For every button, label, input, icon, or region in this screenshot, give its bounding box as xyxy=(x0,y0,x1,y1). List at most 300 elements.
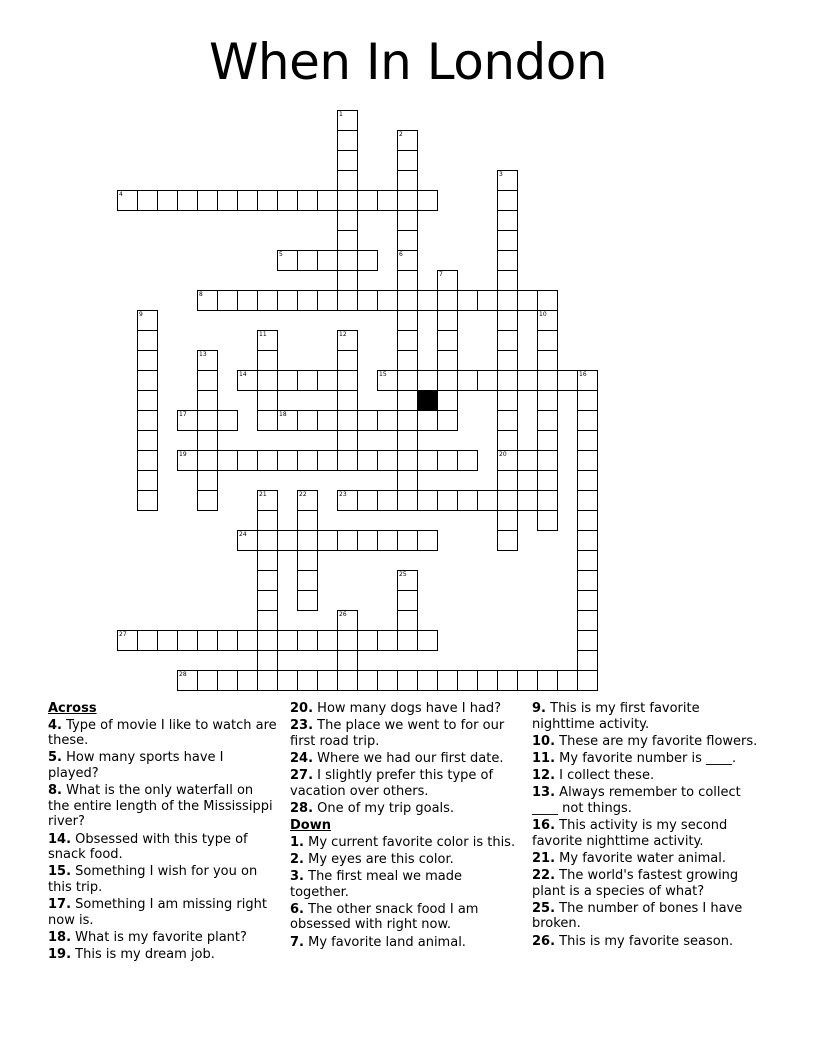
grid-cell[interactable] xyxy=(397,530,418,551)
grid-cell[interactable] xyxy=(537,430,558,451)
grid-cell[interactable] xyxy=(377,490,398,511)
grid-cell[interactable] xyxy=(357,450,378,471)
grid-cell[interactable] xyxy=(257,190,278,211)
grid-cell[interactable] xyxy=(337,170,358,191)
grid-cell[interactable] xyxy=(197,390,218,411)
grid-cell[interactable] xyxy=(357,190,378,211)
grid-cell[interactable] xyxy=(477,670,498,691)
grid-cell[interactable] xyxy=(277,250,298,271)
clue-text: My favorite number is ____. xyxy=(559,750,737,766)
grid-cell[interactable] xyxy=(437,330,458,351)
grid-cell[interactable] xyxy=(117,630,138,651)
clue-text: This activity is my second favorite nighttime activity. xyxy=(532,818,728,849)
grid-cell[interactable] xyxy=(577,630,598,651)
grid-cell[interactable] xyxy=(437,490,458,511)
grid-cell[interactable] xyxy=(317,250,338,271)
grid-cell[interactable] xyxy=(177,410,198,431)
clue-number: 27 xyxy=(119,631,127,638)
grid-cell[interactable] xyxy=(317,670,338,691)
grid-cell[interactable] xyxy=(297,450,318,471)
grid-cell[interactable] xyxy=(197,290,218,311)
clue-number-label: 24. xyxy=(290,750,314,766)
grid-cell[interactable] xyxy=(237,530,258,551)
grid-cell[interactable] xyxy=(577,470,598,491)
clue-item xyxy=(532,868,762,899)
grid-cell[interactable] xyxy=(377,670,398,691)
grid-block xyxy=(417,390,438,411)
grid-cell[interactable] xyxy=(417,410,438,431)
grid-cell[interactable] xyxy=(297,550,318,571)
grid-cell[interactable] xyxy=(237,370,258,391)
grid-cell[interactable] xyxy=(337,130,358,151)
grid-cell[interactable] xyxy=(357,530,378,551)
grid-cell[interactable] xyxy=(357,410,378,431)
clue-text: Always remember to collect ____ not things. xyxy=(532,785,741,816)
grid-cell[interactable] xyxy=(237,450,258,471)
grid-cell[interactable] xyxy=(257,390,278,411)
grid-cell[interactable] xyxy=(437,450,458,471)
grid-cell[interactable] xyxy=(477,290,498,311)
grid-cell[interactable] xyxy=(297,190,318,211)
grid-cell[interactable] xyxy=(237,630,258,651)
grid-cell[interactable] xyxy=(297,590,318,611)
grid-cell[interactable] xyxy=(217,450,238,471)
grid-cell[interactable] xyxy=(197,190,218,211)
clue-number: 4 xyxy=(119,191,123,198)
grid-cell[interactable] xyxy=(537,450,558,471)
grid-cell[interactable] xyxy=(177,450,198,471)
grid-cell[interactable] xyxy=(577,570,598,591)
grid-cell[interactable] xyxy=(337,230,358,251)
grid-cell[interactable] xyxy=(257,550,278,571)
grid-cell[interactable] xyxy=(497,370,518,391)
grid-cell[interactable] xyxy=(337,370,358,391)
grid-cell[interactable] xyxy=(357,490,378,511)
grid-cell[interactable] xyxy=(397,470,418,491)
clue-text: Something I am missing right now is. xyxy=(48,897,267,928)
clue-number: 24 xyxy=(239,531,247,538)
grid-cell[interactable] xyxy=(137,470,158,491)
grid-cell[interactable] xyxy=(397,350,418,371)
grid-cell[interactable] xyxy=(257,330,278,351)
grid-cell[interactable] xyxy=(337,250,358,271)
grid-cell[interactable] xyxy=(317,630,338,651)
grid-cell[interactable] xyxy=(257,650,278,671)
grid-cell[interactable] xyxy=(217,410,238,431)
grid-cell[interactable] xyxy=(437,310,458,331)
grid-cell[interactable] xyxy=(257,350,278,371)
clue-text: One of my trip goals. xyxy=(317,800,455,816)
grid-cell[interactable] xyxy=(337,610,358,631)
clue-number: 14 xyxy=(239,371,247,378)
grid-cell[interactable] xyxy=(437,270,458,291)
grid-cell[interactable] xyxy=(417,630,438,651)
grid-cell[interactable] xyxy=(397,370,418,391)
grid-cell[interactable] xyxy=(517,490,538,511)
grid-cell[interactable] xyxy=(497,450,518,471)
clue-item xyxy=(532,901,762,932)
grid-cell[interactable] xyxy=(197,630,218,651)
clue-number: 13 xyxy=(199,351,207,358)
clue-number-label: 27. xyxy=(290,768,314,784)
grid-cell[interactable] xyxy=(397,170,418,191)
grid-cell[interactable] xyxy=(257,450,278,471)
grid-cell[interactable] xyxy=(577,430,598,451)
grid-cell[interactable] xyxy=(537,410,558,431)
grid-cell[interactable] xyxy=(417,290,438,311)
grid-cell[interactable] xyxy=(337,150,358,171)
clue-item xyxy=(290,869,522,900)
grid-cell[interactable] xyxy=(257,670,278,691)
grid-cell[interactable] xyxy=(357,630,378,651)
grid-cell[interactable] xyxy=(417,530,438,551)
grid-cell[interactable] xyxy=(297,510,318,531)
grid-cell[interactable] xyxy=(237,290,258,311)
grid-cell[interactable] xyxy=(397,450,418,471)
grid-cell[interactable] xyxy=(557,370,578,391)
clue-number: 1 xyxy=(339,111,343,118)
grid-cell[interactable] xyxy=(137,490,158,511)
grid-cell[interactable] xyxy=(417,190,438,211)
grid-cell[interactable] xyxy=(437,390,458,411)
grid-cell[interactable] xyxy=(517,370,538,391)
grid-cell[interactable] xyxy=(497,470,518,491)
grid-cell[interactable] xyxy=(297,370,318,391)
grid-cell[interactable] xyxy=(177,630,198,651)
grid-cell[interactable] xyxy=(157,630,178,651)
clue-number: 5 xyxy=(279,251,283,258)
clue-number-label: 5. xyxy=(48,750,62,766)
clue-number-label: 20. xyxy=(290,701,314,716)
grid-cell[interactable] xyxy=(317,450,338,471)
grid-cell[interactable] xyxy=(577,530,598,551)
grid-cell[interactable] xyxy=(537,490,558,511)
grid-cell[interactable] xyxy=(337,330,358,351)
grid-cell[interactable] xyxy=(417,370,438,391)
grid-cell[interactable] xyxy=(197,490,218,511)
grid-cell[interactable] xyxy=(357,670,378,691)
clue-item xyxy=(532,934,762,950)
clue-item xyxy=(290,751,522,767)
grid-cell[interactable] xyxy=(257,570,278,591)
grid-cell[interactable] xyxy=(137,630,158,651)
grid-cell[interactable] xyxy=(197,470,218,491)
clue-item xyxy=(290,718,522,749)
clue-number: 19 xyxy=(179,451,187,458)
grid-cell[interactable] xyxy=(137,430,158,451)
grid-cell[interactable] xyxy=(297,630,318,651)
clue-item xyxy=(290,902,522,933)
grid-cell[interactable] xyxy=(577,590,598,611)
grid-cell[interactable] xyxy=(277,450,298,471)
grid-cell[interactable] xyxy=(137,310,158,331)
grid-cell[interactable] xyxy=(337,650,358,671)
grid-cell[interactable] xyxy=(497,270,518,291)
grid-cell[interactable] xyxy=(577,610,598,631)
grid-cell[interactable] xyxy=(297,410,318,431)
grid-cell[interactable] xyxy=(457,290,478,311)
grid-cell[interactable] xyxy=(397,210,418,231)
grid-cell[interactable] xyxy=(197,670,218,691)
clue-number: 16 xyxy=(579,371,587,378)
grid-cell[interactable] xyxy=(197,450,218,471)
grid-cell[interactable] xyxy=(537,310,558,331)
grid-cell[interactable] xyxy=(297,290,318,311)
clue-text: My favorite water animal. xyxy=(559,850,726,866)
grid-cell[interactable] xyxy=(297,570,318,591)
grid-cell[interactable] xyxy=(517,670,538,691)
grid-cell[interactable] xyxy=(377,630,398,651)
grid-cell[interactable] xyxy=(457,670,478,691)
grid-cell[interactable] xyxy=(517,450,538,471)
grid-cell[interactable] xyxy=(537,470,558,491)
clue-number: 12 xyxy=(339,331,347,338)
grid-cell[interactable] xyxy=(337,110,358,131)
grid-cell[interactable] xyxy=(417,670,438,691)
grid-cell[interactable] xyxy=(417,490,438,511)
grid-cell[interactable] xyxy=(397,610,418,631)
grid-cell[interactable] xyxy=(397,270,418,291)
grid-cell[interactable] xyxy=(577,390,598,411)
clue-text: My eyes are this color. xyxy=(308,851,454,867)
clue-item xyxy=(290,801,522,817)
grid-cell[interactable] xyxy=(377,370,398,391)
grid-cell[interactable] xyxy=(177,190,198,211)
grid-cell[interactable] xyxy=(397,130,418,151)
clue-number: 28 xyxy=(179,671,187,678)
grid-cell[interactable] xyxy=(537,510,558,531)
grid-cell[interactable] xyxy=(437,370,458,391)
grid-cell[interactable] xyxy=(457,450,478,471)
grid-cell[interactable] xyxy=(397,410,418,431)
grid-cell[interactable] xyxy=(277,190,298,211)
grid-cell[interactable] xyxy=(397,630,418,651)
grid-cell[interactable] xyxy=(337,670,358,691)
grid-cell[interactable] xyxy=(537,670,558,691)
grid-cell[interactable] xyxy=(397,150,418,171)
grid-cell[interactable] xyxy=(577,490,598,511)
clue-item xyxy=(48,930,278,946)
clue-text: This is my favorite season. xyxy=(559,933,734,949)
clue-text: This is my dream job. xyxy=(75,947,215,963)
grid-cell[interactable] xyxy=(457,490,478,511)
grid-cell[interactable] xyxy=(257,630,278,651)
grid-cell[interactable] xyxy=(117,190,138,211)
clue-column-2 xyxy=(290,701,522,952)
grid-cell[interactable] xyxy=(337,450,358,471)
grid-cell[interactable] xyxy=(217,190,238,211)
grid-cell[interactable] xyxy=(297,670,318,691)
grid-cell[interactable] xyxy=(317,190,338,211)
grid-cell[interactable] xyxy=(317,410,338,431)
clue-item xyxy=(532,701,762,732)
grid-cell[interactable] xyxy=(257,410,278,431)
clue-number: 11 xyxy=(259,331,267,338)
grid-cell[interactable] xyxy=(357,290,378,311)
grid-cell[interactable] xyxy=(137,390,158,411)
grid-cell[interactable] xyxy=(397,290,418,311)
clue-item xyxy=(532,785,762,816)
grid-cell[interactable] xyxy=(497,250,518,271)
grid-cell[interactable] xyxy=(317,370,338,391)
grid-cell[interactable] xyxy=(497,430,518,451)
clue-number-label: 22. xyxy=(532,868,556,884)
grid-cell[interactable] xyxy=(137,330,158,351)
grid-cell[interactable] xyxy=(317,530,338,551)
clue-column-3 xyxy=(532,701,762,951)
grid-cell[interactable] xyxy=(397,490,418,511)
grid-cell[interactable] xyxy=(197,430,218,451)
grid-cell[interactable] xyxy=(537,330,558,351)
grid-cell[interactable] xyxy=(337,390,358,411)
clue-item xyxy=(48,897,278,928)
grid-cell[interactable] xyxy=(497,350,518,371)
grid-cell[interactable] xyxy=(497,230,518,251)
clue-number-label: 13. xyxy=(532,785,556,801)
clue-number-label: 21. xyxy=(532,850,556,866)
grid-cell[interactable] xyxy=(397,230,418,251)
grid-cell[interactable] xyxy=(577,410,598,431)
grid-cell[interactable] xyxy=(217,630,238,651)
grid-cell[interactable] xyxy=(197,370,218,391)
clue-number: 2 xyxy=(399,131,403,138)
grid-cell[interactable] xyxy=(237,190,258,211)
grid-cell[interactable] xyxy=(497,390,518,411)
grid-cell[interactable] xyxy=(437,350,458,371)
grid-cell[interactable] xyxy=(477,370,498,391)
grid-cell[interactable] xyxy=(397,670,418,691)
grid-cell[interactable] xyxy=(377,410,398,431)
grid-cell[interactable] xyxy=(497,210,518,231)
grid-cell[interactable] xyxy=(277,530,298,551)
grid-cell[interactable] xyxy=(277,370,298,391)
grid-cell[interactable] xyxy=(337,430,358,451)
grid-cell[interactable] xyxy=(577,550,598,571)
grid-cell[interactable] xyxy=(417,450,438,471)
grid-cell[interactable] xyxy=(177,670,198,691)
clue-number-label: 3. xyxy=(290,869,304,885)
grid-cell[interactable] xyxy=(337,270,358,291)
clue-number: 22 xyxy=(299,491,307,498)
grid-cell[interactable] xyxy=(197,410,218,431)
grid-cell[interactable] xyxy=(497,530,518,551)
grid-cell[interactable] xyxy=(157,190,178,211)
grid-cell[interactable] xyxy=(537,390,558,411)
grid-cell[interactable] xyxy=(137,410,158,431)
grid-cell[interactable] xyxy=(577,670,598,691)
grid-cell[interactable] xyxy=(577,650,598,671)
grid-cell[interactable] xyxy=(377,290,398,311)
grid-cell[interactable] xyxy=(397,430,418,451)
grid-cell[interactable] xyxy=(337,490,358,511)
grid-cell[interactable] xyxy=(337,190,358,211)
grid-cell[interactable] xyxy=(457,370,478,391)
grid-cell[interactable] xyxy=(257,290,278,311)
grid-cell[interactable] xyxy=(517,290,538,311)
clue-column-1 xyxy=(48,701,278,964)
clue-item xyxy=(532,768,762,784)
grid-cell[interactable] xyxy=(497,290,518,311)
grid-cell[interactable] xyxy=(477,490,498,511)
grid-cell[interactable] xyxy=(577,510,598,531)
grid-cell[interactable] xyxy=(537,350,558,371)
grid-cell[interactable] xyxy=(397,330,418,351)
grid-cell[interactable] xyxy=(277,630,298,651)
grid-cell[interactable] xyxy=(377,530,398,551)
grid-cell[interactable] xyxy=(497,330,518,351)
clue-number-label: 15. xyxy=(48,864,72,880)
grid-cell[interactable] xyxy=(257,590,278,611)
grid-cell[interactable] xyxy=(557,670,578,691)
grid-cell[interactable] xyxy=(377,450,398,471)
grid-cell[interactable] xyxy=(577,370,598,391)
grid-cell[interactable] xyxy=(497,310,518,331)
grid-cell[interactable] xyxy=(257,490,278,511)
grid-cell[interactable] xyxy=(497,510,518,531)
grid-cell[interactable] xyxy=(497,170,518,191)
grid-cell[interactable] xyxy=(397,310,418,331)
grid-cell[interactable] xyxy=(217,290,238,311)
grid-cell[interactable] xyxy=(437,290,458,311)
grid-cell[interactable] xyxy=(337,210,358,231)
grid-cell[interactable] xyxy=(137,370,158,391)
grid-cell[interactable] xyxy=(257,530,278,551)
grid-cell[interactable] xyxy=(277,410,298,431)
grid-cell[interactable] xyxy=(337,630,358,651)
clue-text: These are my favorite flowers. xyxy=(559,733,758,749)
grid-cell[interactable] xyxy=(277,670,298,691)
grid-cell[interactable] xyxy=(137,450,158,471)
grid-cell[interactable] xyxy=(137,190,158,211)
clue-text: Obsessed with this type of snack food. xyxy=(48,831,248,863)
grid-cell[interactable] xyxy=(497,490,518,511)
grid-cell[interactable] xyxy=(397,390,418,411)
grid-cell[interactable] xyxy=(497,190,518,211)
grid-cell[interactable] xyxy=(257,610,278,631)
grid-cell[interactable] xyxy=(337,350,358,371)
grid-cell[interactable] xyxy=(297,490,318,511)
grid-cell[interactable] xyxy=(397,250,418,271)
grid-cell[interactable] xyxy=(357,250,378,271)
grid-cell[interactable] xyxy=(397,590,418,611)
grid-cell[interactable] xyxy=(197,350,218,371)
grid-cell[interactable] xyxy=(397,190,418,211)
grid-cell[interactable] xyxy=(257,510,278,531)
grid-cell[interactable] xyxy=(297,530,318,551)
grid-cell[interactable] xyxy=(497,410,518,431)
grid-cell[interactable] xyxy=(397,570,418,591)
grid-cell[interactable] xyxy=(217,670,238,691)
clue-number-label: 10. xyxy=(532,733,556,749)
grid-cell[interactable] xyxy=(137,350,158,371)
grid-cell[interactable] xyxy=(537,370,558,391)
grid-cell[interactable] xyxy=(257,370,278,391)
grid-cell[interactable] xyxy=(297,250,318,271)
grid-cell[interactable] xyxy=(337,410,358,431)
grid-cell[interactable] xyxy=(237,670,258,691)
grid-cell[interactable] xyxy=(437,410,458,431)
grid-cell[interactable] xyxy=(497,670,518,691)
grid-cell[interactable] xyxy=(337,530,358,551)
grid-cell[interactable] xyxy=(277,290,298,311)
grid-cell[interactable] xyxy=(537,290,558,311)
grid-cell[interactable] xyxy=(377,190,398,211)
grid-cell[interactable] xyxy=(577,450,598,471)
grid-cell[interactable] xyxy=(337,290,358,311)
grid-cell[interactable] xyxy=(317,290,338,311)
clue-number-label: 8. xyxy=(48,783,62,799)
grid-cell[interactable] xyxy=(437,670,458,691)
